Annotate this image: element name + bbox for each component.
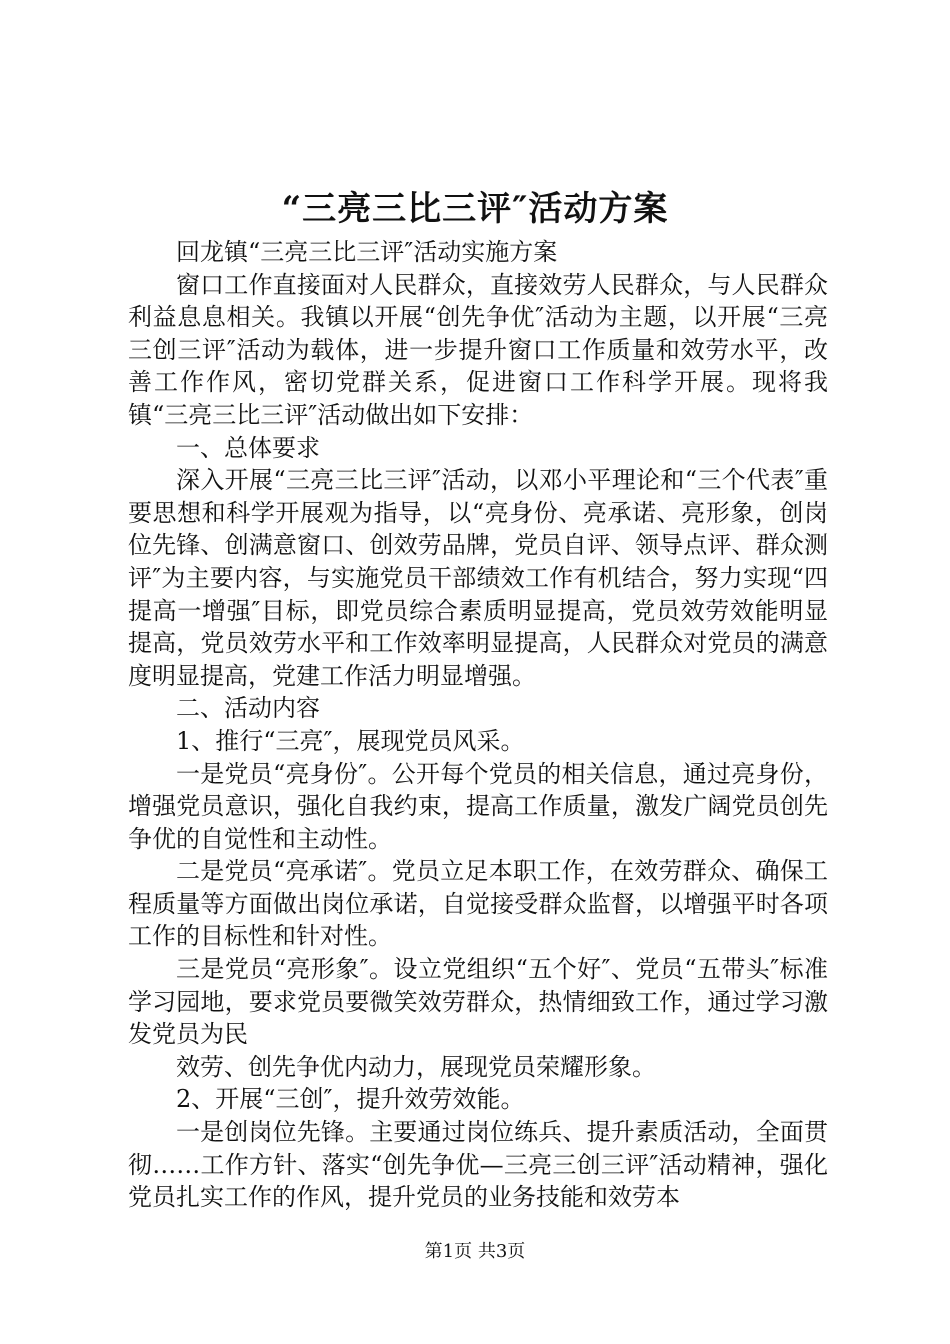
section-heading-1: 一、总体要求 — [176, 433, 320, 462]
subsection-heading-2: 2、开展“三创″，提升效劳效能。 — [176, 1085, 525, 1114]
paragraph-item-2: 二是党员“亮承诺″。党员立足本职工作，在效劳群众、确保工程质量等方面做出岗位承诺，自觉接受群众监督，以增强平时各项工作的目标性和针对性。 — [128, 857, 828, 951]
page-footer: 第1页 共3页 — [424, 1241, 526, 1262]
paragraph-item-3: 三是党员“亮形象″。设立党组织“五个好″、党员“五带头″标准学习园地，要求党员要微笑效劳群众，热情细致工作，通过学习激发党员为民 — [128, 955, 828, 1049]
document-title: “三亮三比三评″活动方案 — [281, 189, 669, 229]
subsection-heading-1: 1、推行“三亮″，展现党员风采。 — [176, 726, 525, 755]
paragraph-intro: 窗口工作直接面对人民群众，直接效劳人民群众，与人民群众利益息息相关。我镇以开展“创先争优″活动为主题，以开展“三亮三创三评″活动为载体，进一步提升窗口工作质量和效劳水平，改善工作作风，密切党群关系，促进窗口工作科学开展。现将我镇“三亮三比三评″活动做出如下安排： — [128, 270, 828, 429]
paragraph-subtitle: 回龙镇“三亮三比三评″活动实施方案 — [176, 238, 558, 266]
paragraph-item-1: 一是党员“亮身份″。公开每个党员的相关信息，通过亮身份，增强党员意识，强化自我约束，提高工作质量，激发广阔党员创先争优的自觉性和主动性。 — [128, 759, 828, 853]
section-heading-2: 二、活动内容 — [176, 694, 320, 723]
document-body — [128, 236, 828, 1214]
paragraph-item-4: 一是创岗位先锋。主要通过岗位练兵、提升素质活动，全面贯彻……工作方针、落实“创先争优—三亮三创三评″活动精神，强化党员扎实工作的作风，提升党员的业务技能和效劳本 — [128, 1118, 828, 1212]
paragraph-item-3-continued: 效劳、创先争优内动力，展现党员荣耀形象。 — [176, 1052, 656, 1081]
paragraph-general-requirements: 深入开展“三亮三比三评″活动，以邓小平理论和“三个代表″重要思想和科学开展观为指导，以“亮身份、亮承诺、亮形象，创岗位先锋、创满意窗口、创效劳品牌，党员自评、领导点评、群众测评″为主要内容，与实施党员干部绩效工作有机结合，努力实现“四提高一增强″目标，即党员综合素质明显提高，党员效劳效能明显提高，党员效劳水平和工作效率明显提高，人民群众对党员的满意度明显提高，党建工作活力明显增强。 — [128, 466, 828, 690]
